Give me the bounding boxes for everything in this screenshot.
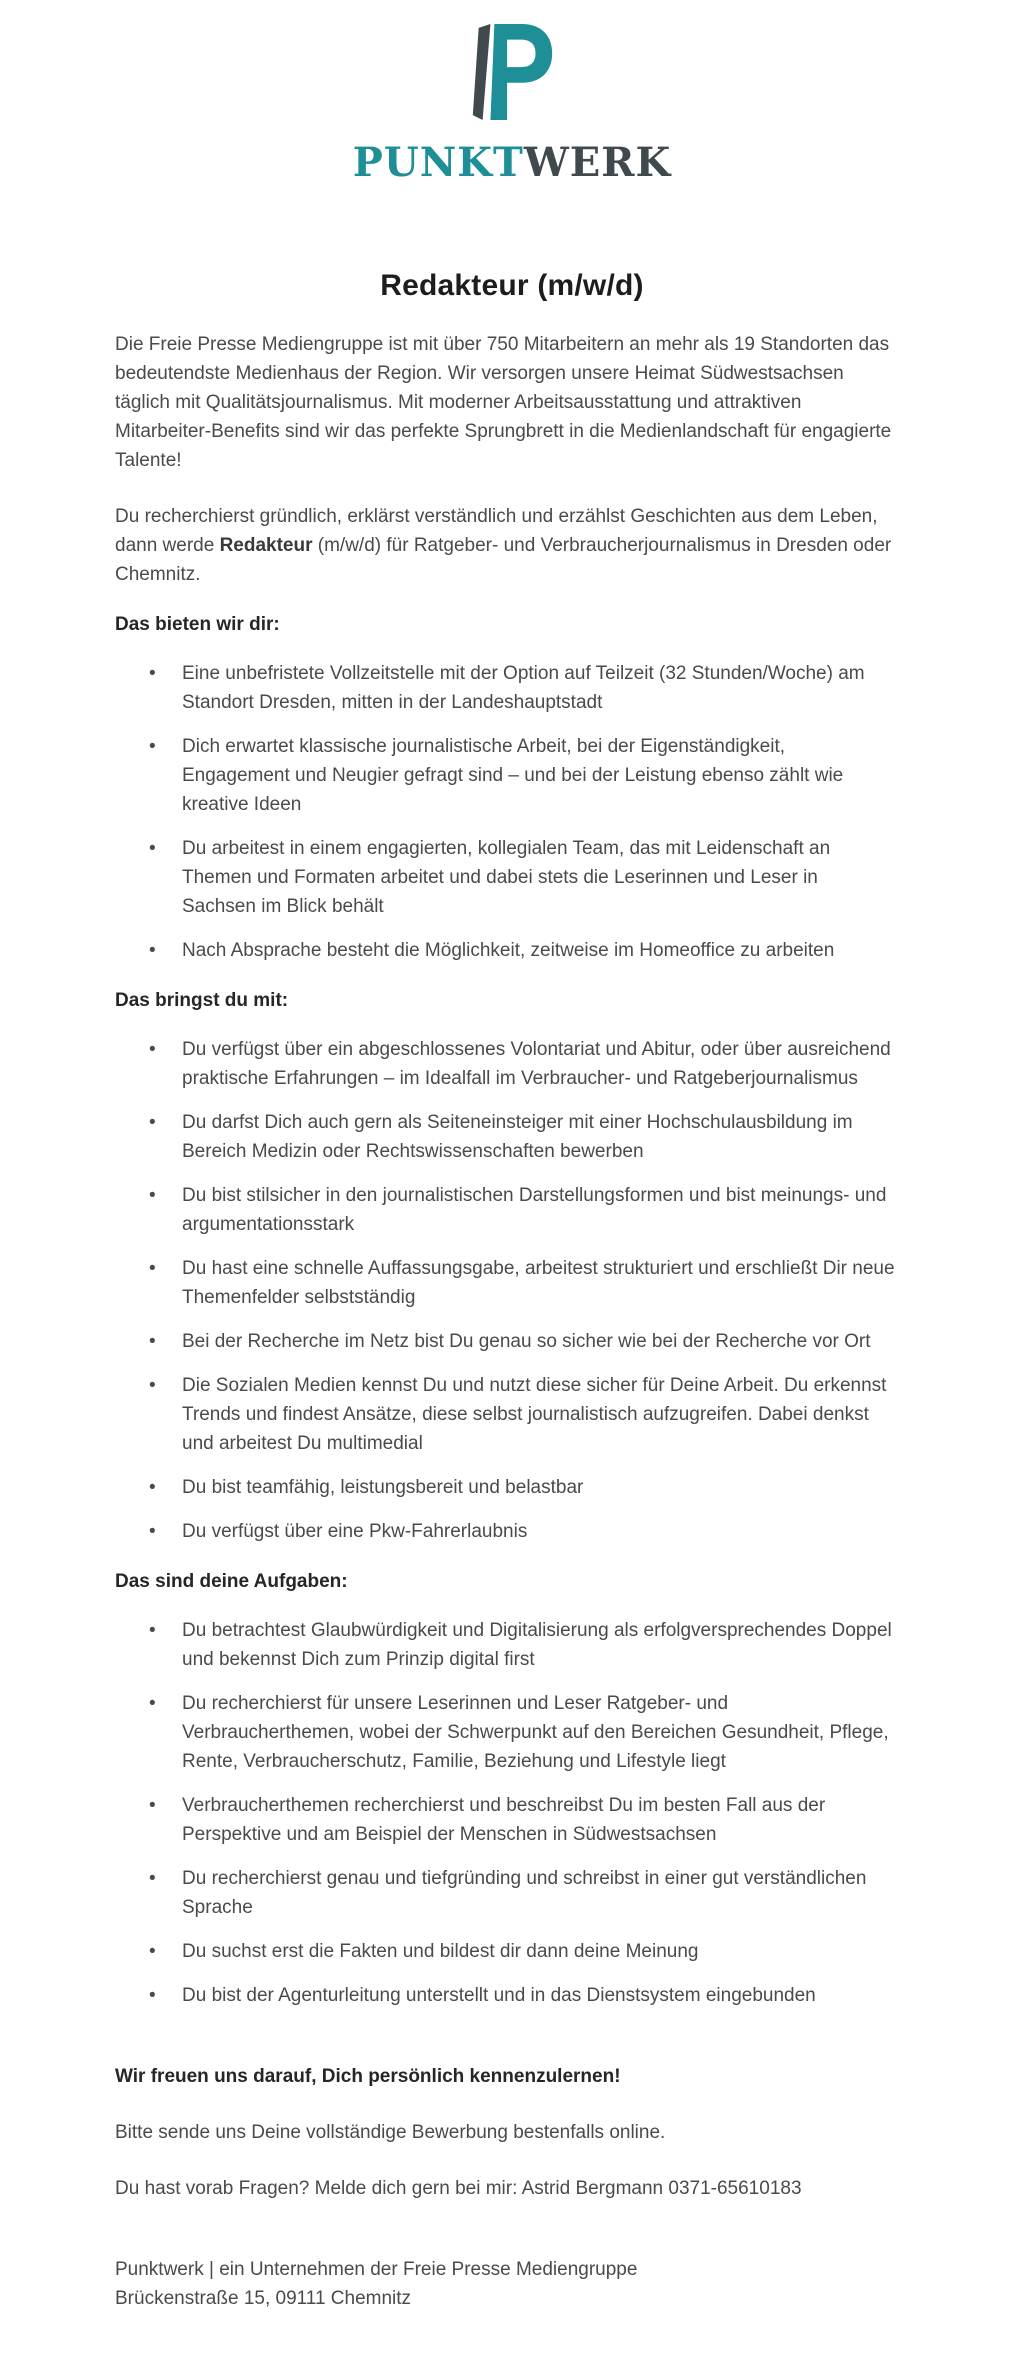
list-item: • Du verfügst über ein abgeschlossenes Volontariat und Abitur, oder über ausreichend praktische Erfahrungen – im Idealfall im Verbraucher- und Ratgeberjournalismus [115, 1035, 895, 1093]
list-item: • Bei der Recherche im Netz bist Du genau so sicher wie bei der Recherche vor Ort [115, 1327, 895, 1356]
list-item: • Du arbeitest in einem engagierten, kollegialen Team, das mit Leidenschaft an Themen und Formaten arbeitet und dabei stets die Leserinnen und Leser in Sachsen im Blick behält [115, 834, 895, 921]
list-item: • Du recherchierst genau und tiefgründing und schreibst in einer gut verständlichen Sprache [115, 1864, 895, 1922]
list-item: • Die Sozialen Medien kennst Du und nutzt diese sicher für Deine Arbeit. Du erkennst Trends und findest Ansätze, diese selbst journalistisch aufzugreifen. Dabei denkst und arbeitest Du multimedial [115, 1371, 895, 1458]
tasks-list [115, 1616, 895, 2010]
section-heading-benefits: Das bieten wir dir: [115, 614, 280, 635]
list-item: • Eine unbefristete Vollzeitstelle mit der Option auf Teilzeit (32 Stunden/Woche) am Standort Dresden, mitten in der Landeshauptstadt [115, 659, 895, 717]
pitch-bold-role: Redakteur [219, 535, 313, 556]
closing-statement: Wir freuen uns darauf, Dich persönlich kennenzulernen! [115, 2066, 621, 2087]
logo-wordmark-punkt: PUNKT [352, 139, 524, 186]
list-item: • Nach Absprache besteht die Möglichkeit, zeitweise im Homeoffice zu arbeiten [115, 936, 895, 965]
intro-paragraph: Die Freie Presse Mediengruppe ist mit über 750 Mitarbeitern an mehr als 19 Standorten das bedeutendste Medienhaus der Region. Wir versorgen unsere Heimat Südwestsachsen täglich mit Qualitätsjournalismus. Mit moderner Arbeitsausstattung und attraktiven Mitarbeiter-Benefits sind wir das perfekte Sprungbrett in die Medienlandschaft für engagierte Talente! [115, 334, 892, 471]
application-instruction: Bitte sende uns Deine vollständige Bewerbung bestenfalls online. [115, 2122, 666, 2143]
section-heading-requirements: Das bringst du mit: [115, 990, 289, 1011]
job-description-content [115, 330, 895, 2313]
list-item: • Dich erwartet klassische journalistische Arbeit, bei der Eigenständigkeit, Engagement und Neugier gefragt sind – und bei der Leistung ebenso zählt wie kreative Ideen [115, 732, 895, 819]
benefits-list [115, 659, 895, 965]
logo-wordmark [0, 141, 1024, 185]
list-item: • Du darfst Dich auch gern als Seiteneinsteiger mit einer Hochschulausbildung im Bereich Medizin oder Rechtswissenschaften bewerben [115, 1108, 895, 1166]
pitch-text-after: (m/w/d) für Ratgeber- und Verbraucherjournalismus in Dresden oder Chemnitz. [115, 535, 892, 585]
footer-company-line: Punktwerk | ein Unternehmen der Freie Presse Mediengruppe [115, 2259, 638, 2280]
logo-wordmark-werk: WERK [523, 139, 672, 186]
list-item: • Du bist teamfähig, leistungsbereit und belastbar [115, 1473, 895, 1502]
page-title: Redakteur (m/w/d) [380, 269, 644, 302]
pitch-paragraph [115, 502, 895, 589]
contact-line: Du hast vorab Fragen? Melde dich gern bei mir: Astrid Bergmann 0371-65610183 [115, 2178, 802, 2199]
logo [0, 0, 1024, 185]
list-item: • Du hast eine schnelle Auffassungsgabe, arbeitest strukturiert und erschließt Dir neue Themenfelder selbstständig [115, 1254, 895, 1312]
list-item: • Du recherchierst für unsere Leserinnen und Leser Ratgeber- und Verbraucherthemen, wobei der Schwerpunkt auf den Bereichen Gesundheit, Pflege, Rente, Verbraucherschutz, Familie, Beziehung und Lifestyle liegt [115, 1689, 895, 1776]
list-item: • Du betrachtest Glaubwürdigkeit und Digitalisierung als erfolgversprechendes Doppel und bekennst Dich zum Prinzip digital first [115, 1616, 895, 1674]
list-item: • Du verfügst über eine Pkw-Fahrerlaubnis [115, 1517, 895, 1546]
list-item: • Du bist stilsicher in den journalistischen Darstellungsformen und bist meinungs- und argumentationsstark [115, 1181, 895, 1239]
footer [115, 2255, 895, 2313]
list-item: • Du suchst erst die Fakten und bildest dir dann deine Meinung [115, 1937, 895, 1966]
pitch-text-before: Du recherchierst gründlich, erklärst verständlich und erzählst Geschichten aus dem Leben, dann werde [115, 506, 878, 556]
section-heading-tasks: Das sind deine Aufgaben: [115, 1571, 348, 1592]
punktwerk-logo-icon [0, 24, 1024, 127]
footer-address-line: Brückenstraße 15, 09111 Chemnitz [115, 2288, 412, 2309]
list-item: • Verbraucherthemen recherchierst und beschreibst Du im besten Fall aus der Perspektive und am Beispiel der Menschen in Südwestsachsen [115, 1791, 895, 1849]
requirements-list [115, 1035, 895, 1546]
list-item: • Du bist der Agenturleitung unterstellt und in das Dienstsystem eingebunden [115, 1981, 895, 2010]
